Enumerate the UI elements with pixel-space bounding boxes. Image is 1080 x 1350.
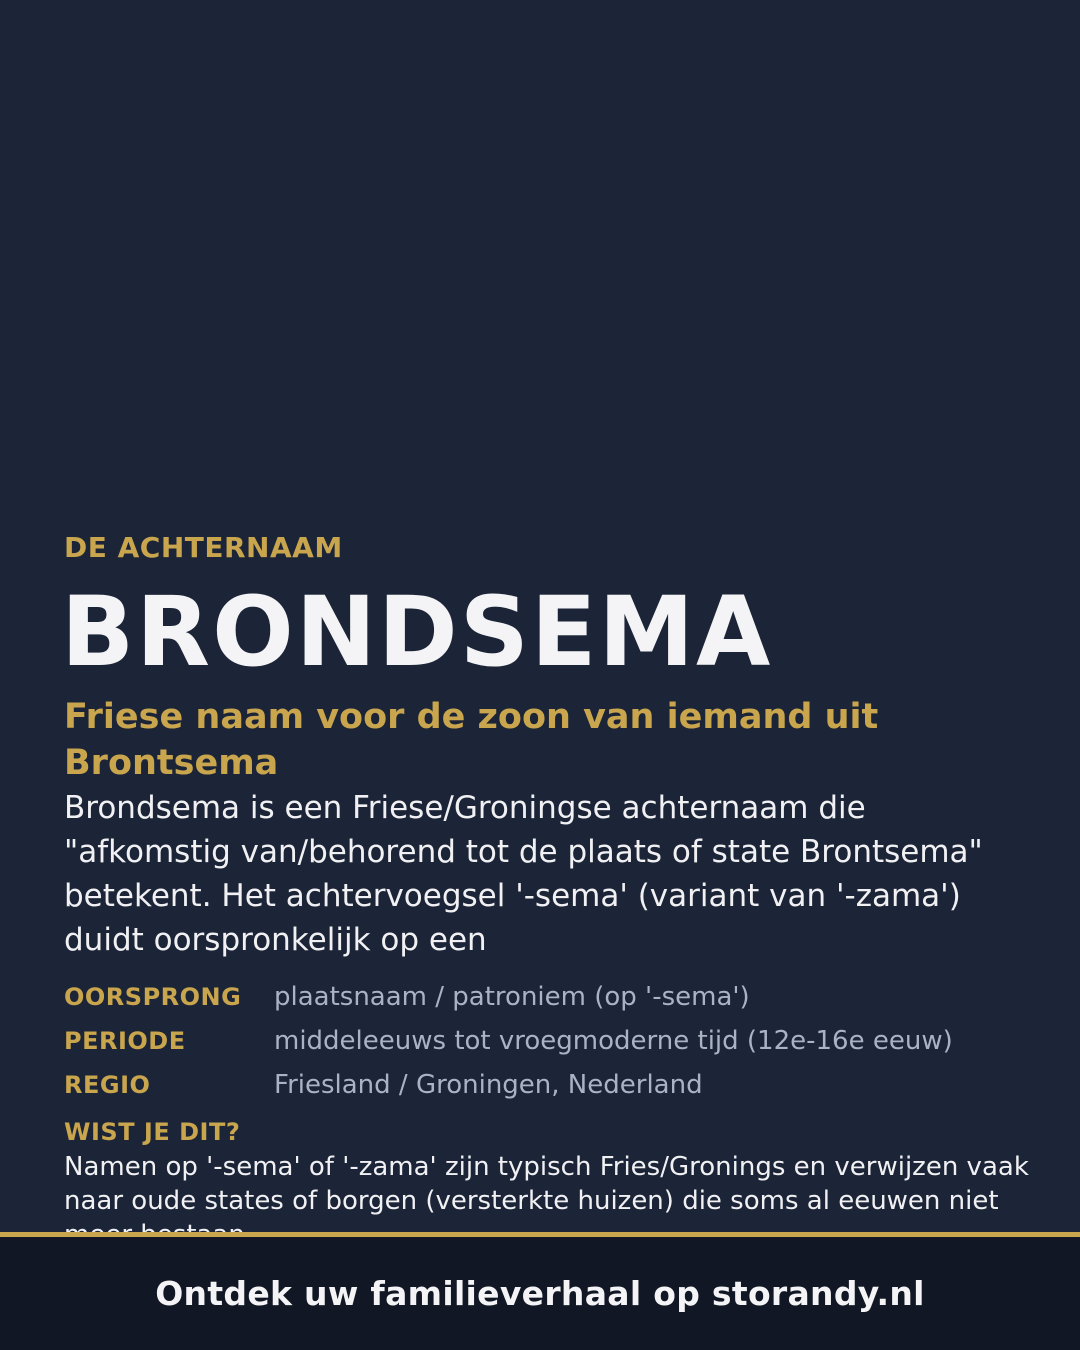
fact-row-origin xyxy=(64,982,1040,1026)
footer-banner xyxy=(0,1237,1080,1350)
surname-title: BRONDSEMA xyxy=(61,576,773,688)
fact-value-period: middeleeuws tot vroegmoderne tijd (12e-16e eeuw) xyxy=(274,1026,953,1056)
footer-cta-text: Ontdek uw familieverhaal op storandy.nl xyxy=(155,1274,925,1313)
fact-row-period xyxy=(64,1026,1040,1070)
fact-label-period: PERIODE xyxy=(64,1027,186,1055)
surname-card xyxy=(61,528,1040,1252)
fact-label-origin: OORSPRONG xyxy=(64,983,242,1011)
fact-value-origin: plaatsnaam / patroniem (op '-sema') xyxy=(274,982,750,1012)
did-you-know-text: Namen op '-sema' of '-zama' zijn typisch Fries/Gronings en verwijzen vaak naar oude states of borgen (versterkte huizen) die soms al eeuwen niet xyxy=(64,1152,1029,1216)
fact-value-region: Friesland / Groningen, Nederland xyxy=(274,1070,703,1100)
facts-list xyxy=(64,982,1040,1114)
surname-description: Brondsema is een Friese/Groningse achternaam die "afkomstig van/behorend tot de plaats of state Brontsema" betekent. Het achtervoegsel '-sema' (variant van '-zama') duidt oorspronkelijk op een xyxy=(64,790,983,958)
fact-label-region: REGIO xyxy=(64,1071,151,1099)
did-you-know-label: WIST JE DIT? xyxy=(64,1118,241,1146)
fact-row-region xyxy=(64,1070,1040,1114)
surname-meaning-tagline: Friese naam voor de zoon van iemand uit Brontsema xyxy=(64,697,879,783)
eyebrow-label: DE ACHTERNAAM xyxy=(64,531,343,564)
